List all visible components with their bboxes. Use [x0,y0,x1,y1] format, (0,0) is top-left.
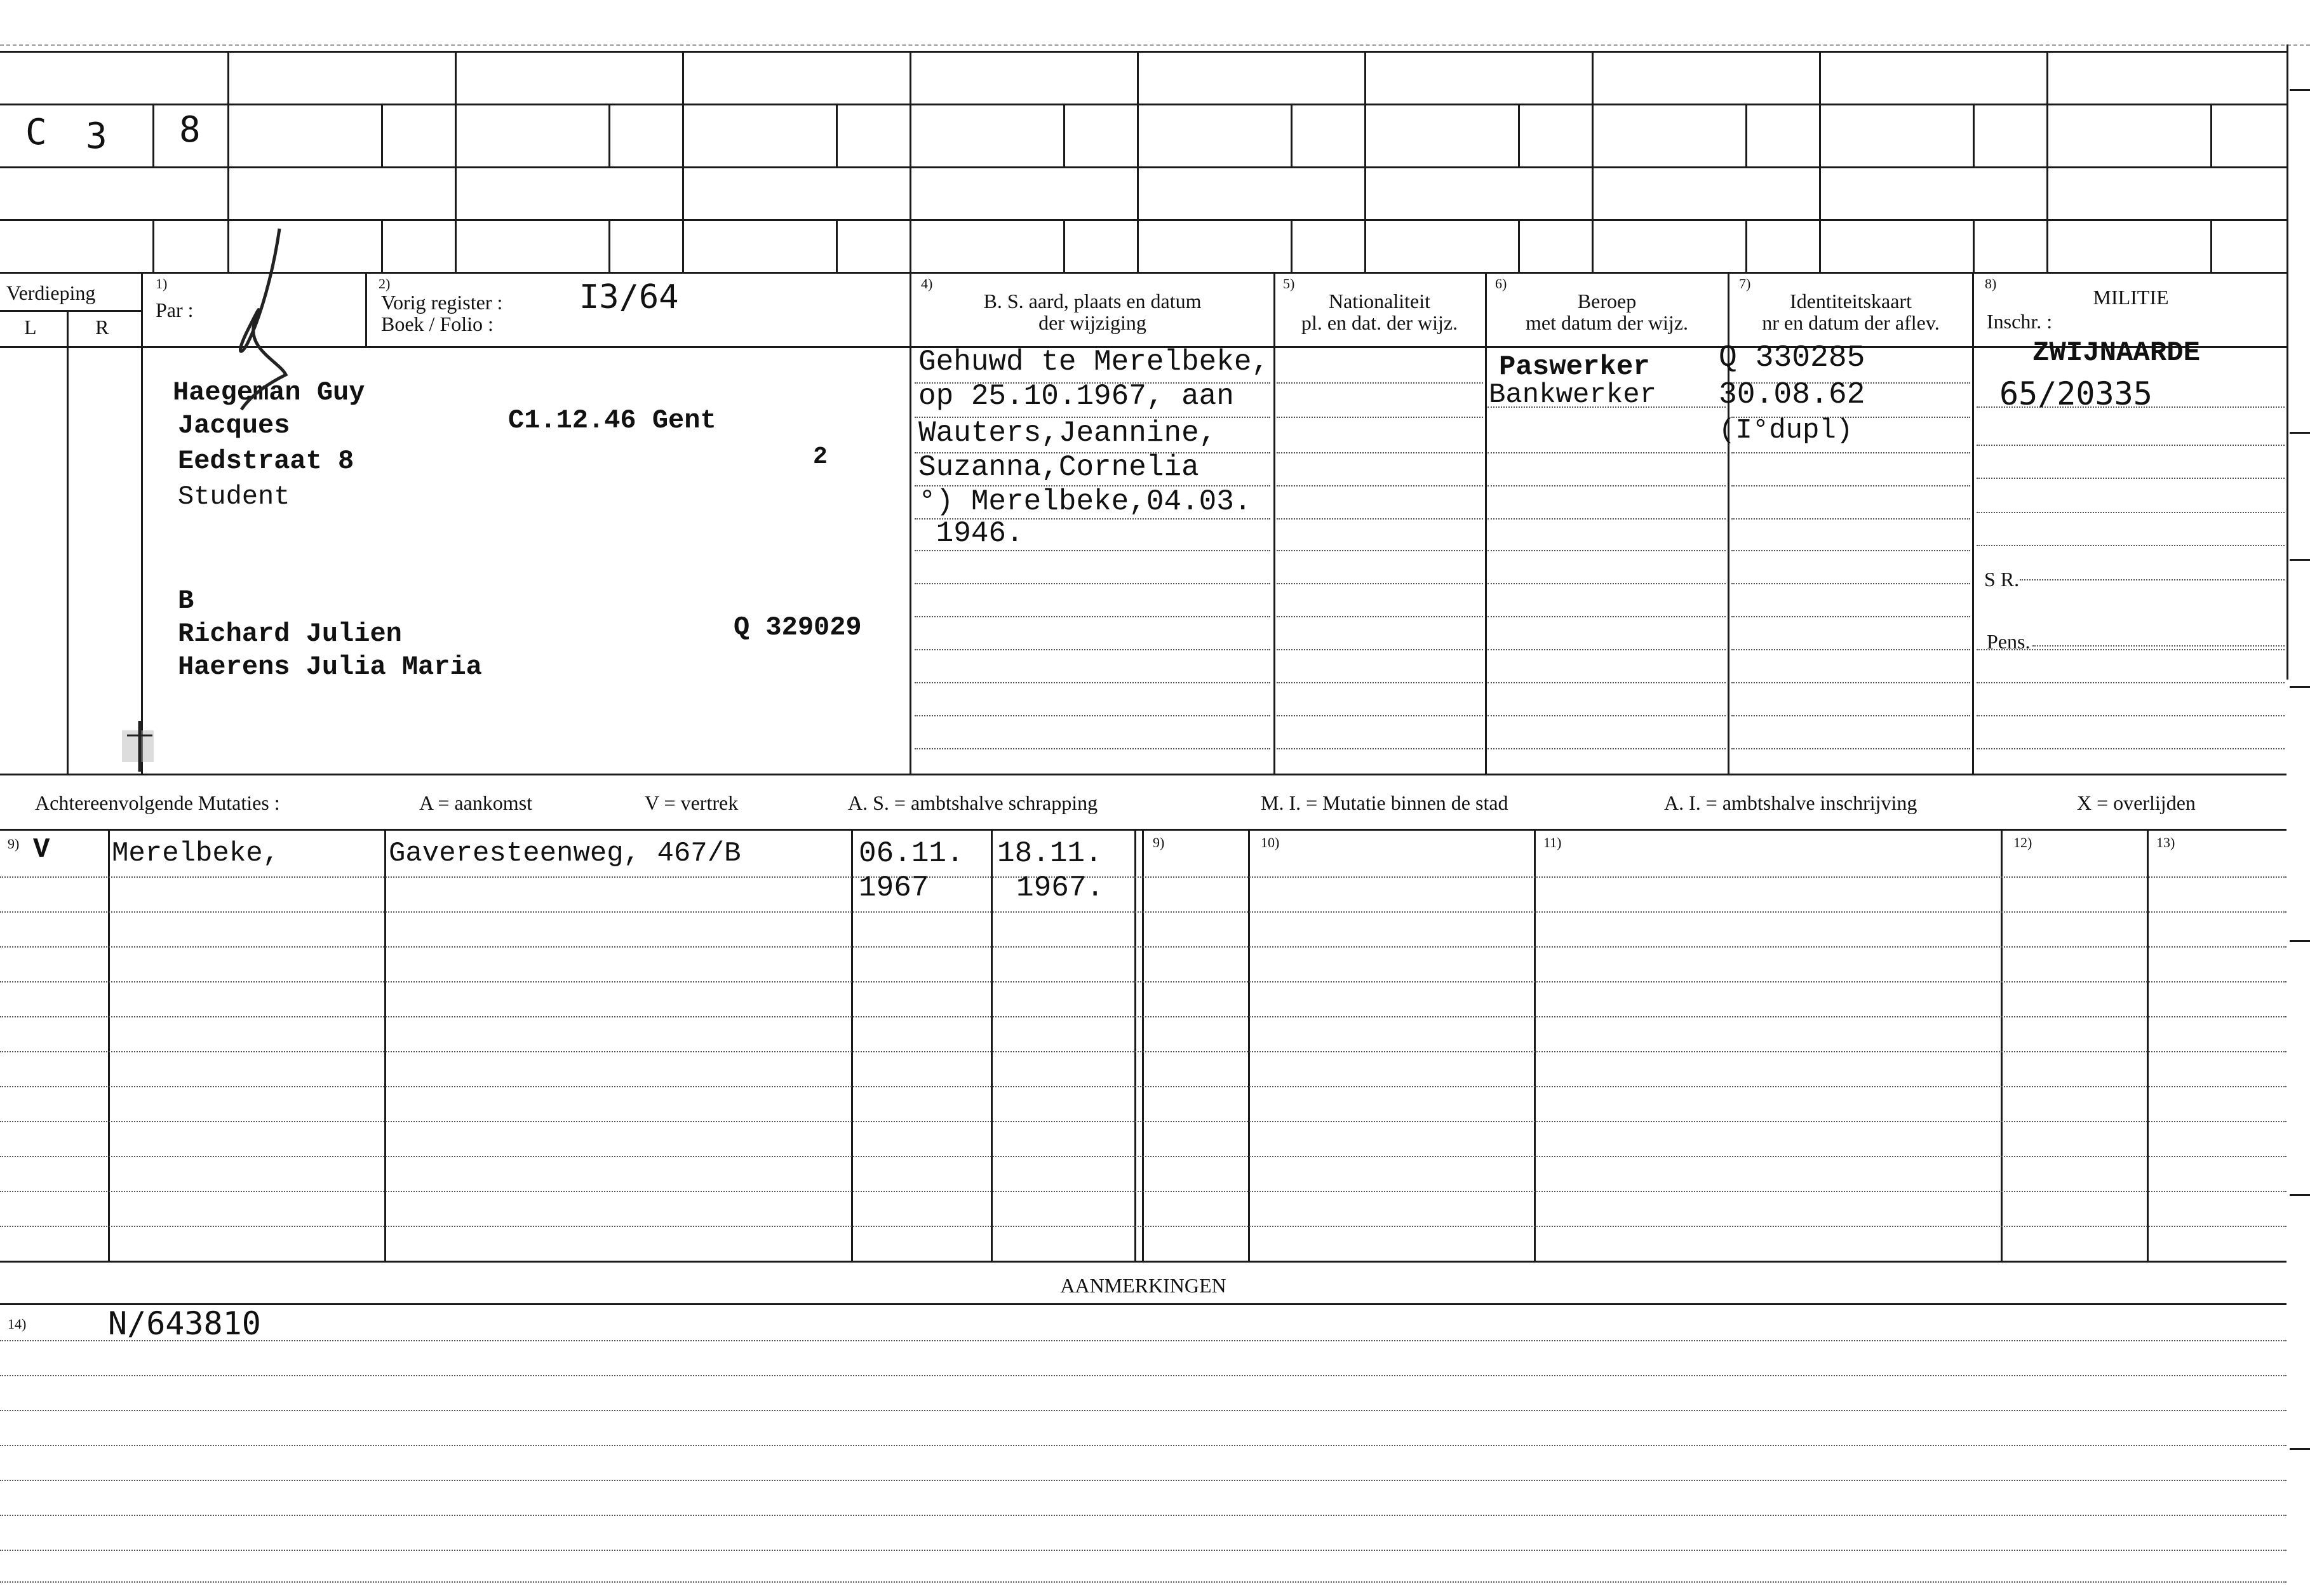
col13-num: 13) [2156,835,2175,850]
col5-num: 5) [1283,276,1295,292]
col7-num: 7) [1739,276,1751,292]
verdieping-r: R [95,316,109,339]
mutation-place: Merelbeke, [112,838,280,869]
col10-num: 10) [1261,835,1280,850]
beroep-line2: Bankwerker [1489,379,1657,411]
legend-x: X = overlijden [2077,791,2196,814]
father-id: Q 329029 [734,612,862,643]
militie-place: ZWIJNAARDE [2032,337,2201,369]
idcard-number: Q 330285 [1719,341,1865,375]
legend-mi: M. I. = Mutatie binnen de stad [1261,791,1508,814]
mother-name: Haerens Julia Maria [178,652,482,682]
person-name-line2: Jacques [178,410,290,441]
grid-cell-c: C [25,112,47,153]
signature-mark [203,222,305,413]
col4-line1: B. S. aard, plaats en datum [983,290,1202,312]
civil-line1: Gehuwd te Merelbeke, [918,345,1270,379]
mutation-address: Gaveresteenweg, 467/B [389,838,741,869]
mutation-date2-year: 1967. [1016,871,1105,904]
aanmerkingen-title: AANMERKINGEN [1060,1274,1226,1297]
col1-num: 1) [156,276,168,292]
col9b-num: 9) [1153,835,1165,850]
sr-label: S R. [1984,568,2020,591]
person-occupation: Student [178,481,290,512]
idcard-date: 30.08.62 [1719,378,1865,412]
grid-cell-3: 3 [86,116,107,157]
legend-as: A. S. = ambtshalve schrapping [848,791,1098,814]
idcard-dupl: (I°dupl) [1719,415,1853,446]
civil-line6: 1946. [918,517,1024,550]
col8-num: 8) [1985,276,1997,292]
aanmerkingen-num: 14) [8,1316,27,1332]
col4-num: 4) [921,276,933,292]
col4-line2: der wijziging [1038,311,1146,334]
militie-number: 65/20335 [1999,375,2152,412]
pens-label: Pens. [1987,630,2031,653]
grid-cell-8: 8 [179,109,201,151]
person-name-line1: Haegeman Guy [173,377,365,408]
col7-line2: nr en datum der aflev. [1762,311,1940,334]
boek-folio-label: Boek / Folio : [381,312,494,335]
civil-line4: Suzanna,Cornelia [918,451,1199,484]
col9-num: 9) [8,836,20,852]
civil-line5: °) Merelbeke,04.03. [918,485,1252,518]
col5-line1: Nationaliteit [1329,290,1430,312]
verdieping-l: L [24,316,37,339]
col6-line1: Beroep [1577,290,1637,312]
father-name: Richard Julien [178,619,402,649]
inschr-label: Inschr. : [1987,310,2053,333]
par-label: Par : [156,298,194,321]
col12-num: 12) [2013,835,2032,850]
col2-num: 2) [379,276,391,292]
beroep-line1: Paswerker [1499,351,1650,383]
card-top-edge [0,0,2310,46]
mutation-type: V [33,834,50,866]
vorig-register-label: Vorig register : [381,291,503,314]
person-mark: 2 [813,443,828,471]
civil-line3: Wauters,Jeannine, [918,417,1217,450]
legend-v: V = vertrek [645,791,739,814]
person-address: Eedstraat 8 [178,446,354,476]
person-birth: C1.12.46 Gent [508,405,716,436]
mutation-date2-day: 18.11. [997,837,1103,870]
mutaties-title: Achtereenvolgende Mutaties : [35,791,280,814]
militie-label: MILITIE [2093,286,2169,309]
civil-line2: op 25.10.1967, aan [918,380,1234,413]
col6-num: 6) [1495,276,1507,292]
legend-ai: A. I. = ambtshalve inschrijving [1664,791,1917,814]
legend-a: A = aankomst [419,791,533,814]
col6-line2: met datum der wijz. [1526,311,1688,334]
mutation-date1-day: 06.11. [859,837,964,870]
col7-line1: Identiteitskaart [1790,290,1912,312]
col11-num: 11) [1543,835,1562,850]
vorig-register-value: I3/64 [579,278,679,316]
verdieping-label: Verdieping [6,281,96,304]
stamp-smudge [114,718,165,775]
parents-b: B [178,586,194,616]
col5-line2: pl. en dat. der wijz. [1301,311,1458,334]
mutation-date1-year: 1967 [859,871,929,904]
aanmerkingen-value: N/643810 [108,1305,261,1342]
